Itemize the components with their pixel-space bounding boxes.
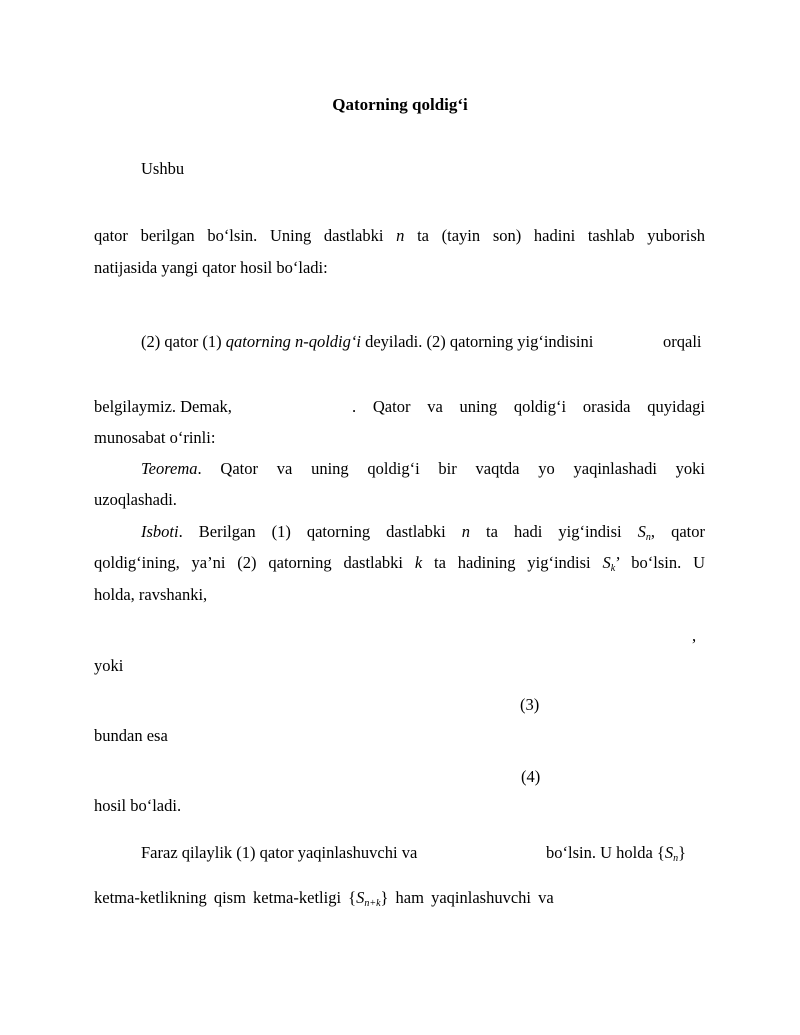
paragraph-line: bo‘lsin. U holda $\{S_n\}$: [546, 843, 686, 864]
proof-line: qoldig‘ining, ya’ni (2) qatorning dastlabki k ta hadining yig‘indisi $S_k$’ bo‘lsin. U: [94, 553, 706, 574]
text-hosil: hosil bo‘ladi.: [94, 796, 182, 815]
paragraph-line: Faraz qilaylik (1) qator yaqinlashuvchi va: [141, 843, 418, 862]
paragraph-line: qator berilgan bo‘lsin. Uning dastlabki n ta (tayin son) hadini tashlab yuborish: [94, 226, 705, 245]
theorem-line: Teorema. Qator va uning qoldig‘i bir vaqtda yo yaqinlashadi yoki: [141, 459, 705, 478]
paragraph-word: orqali: [663, 332, 702, 351]
punctuation-comma: ,: [692, 626, 697, 645]
theorem-line: uzoqlashadi.: [94, 490, 177, 509]
paragraph-intro: Ushbu: [141, 159, 185, 178]
text-bundan-esa: bundan esa: [94, 726, 168, 745]
equation-number-3: (3): [520, 695, 540, 714]
page-title: Qatorning qoldig‘i: [332, 95, 468, 114]
paragraph-line: belgilaymiz. Demak,: [94, 397, 232, 416]
paragraph-line: natijasida yangi qator hosil bo‘ladi:: [94, 258, 328, 277]
paragraph-line: munosabat o‘rinli:: [94, 428, 216, 447]
equation-number-4: (4): [521, 767, 541, 786]
paragraph-line: . Qator va uning qoldig‘i orasida quyidagi: [352, 397, 705, 416]
paragraph-line: ketma-ketlikning qism ketma-ketligi $\{S_{n+k}\}$ ham yaqinlashuvchi va: [94, 888, 554, 909]
text-yoki: yoki: [94, 656, 124, 675]
paragraph-line: (2) qator (1) qatorning n-qoldig‘i deyiladi. (2) qatorning yig‘indisini: [141, 332, 594, 351]
proof-line: holda, ravshanki,: [94, 585, 208, 604]
proof-line: Isboti. Berilgan (1) qatorning dastlabki n ta hadi yig‘indisi $S_n$, qator: [141, 522, 705, 543]
